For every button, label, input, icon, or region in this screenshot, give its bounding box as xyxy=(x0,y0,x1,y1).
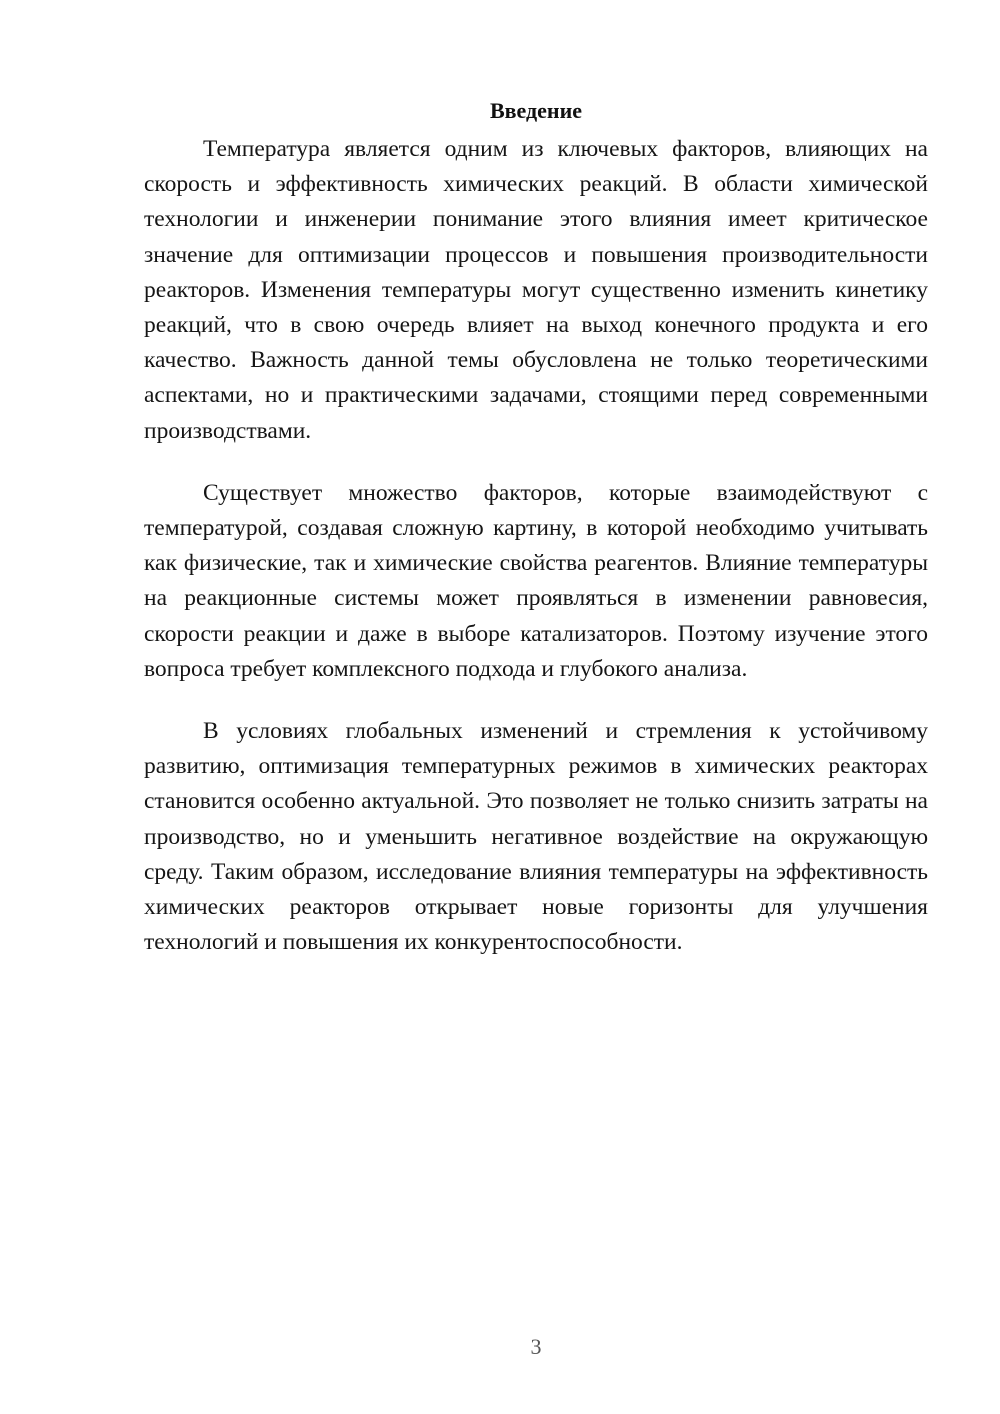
section-heading: Введение xyxy=(489,98,583,123)
paragraph-3: В условиях глобальных изменений и стремления к устойчивому развитию, оптимизация температурных режимов в химических реакторах становится особенно актуальной. Это позволяет не только снизить затраты на производство, но и уменьшить негативное воздействие на окружающую среду. Таким образом, исследование влияния температуры на эффективность химических реакторов открывает новые горизонты для улучшения технологий и повышения их конкурентоспособности. xyxy=(144,718,928,956)
paragraph-2: Существует множество факторов, которые взаимодействуют с температурой, создавая сложную картину, в которой необходимо учитывать как физические, так и химические свойства реагентов. Влияние температуры на реакционные системы может проявляться в изменении равновесия, скорости реакции и даже в выборе катализаторов. Поэтому изучение этого вопроса требует комплексного подхода и глубокого анализа. xyxy=(144,479,928,682)
page-number: 3 xyxy=(530,1334,542,1359)
page-content xyxy=(144,96,928,987)
paragraph-1: Температура является одним из ключевых факторов, влияющих на скорость и эффективность химических реакций. В области химической технологии и инженерии понимание этого влияния имеет критическое значение для оптимизации процессов и повышения производительности реакторов. Изменения температуры могут существенно изменить кинетику реакций, что в свою очередь влияет на выход конечного продукта и его качество. Важность данной темы обусловлена не только теоретическими аспектами, но и практическими задачами, стоящими перед современными производствами. xyxy=(144,136,928,444)
